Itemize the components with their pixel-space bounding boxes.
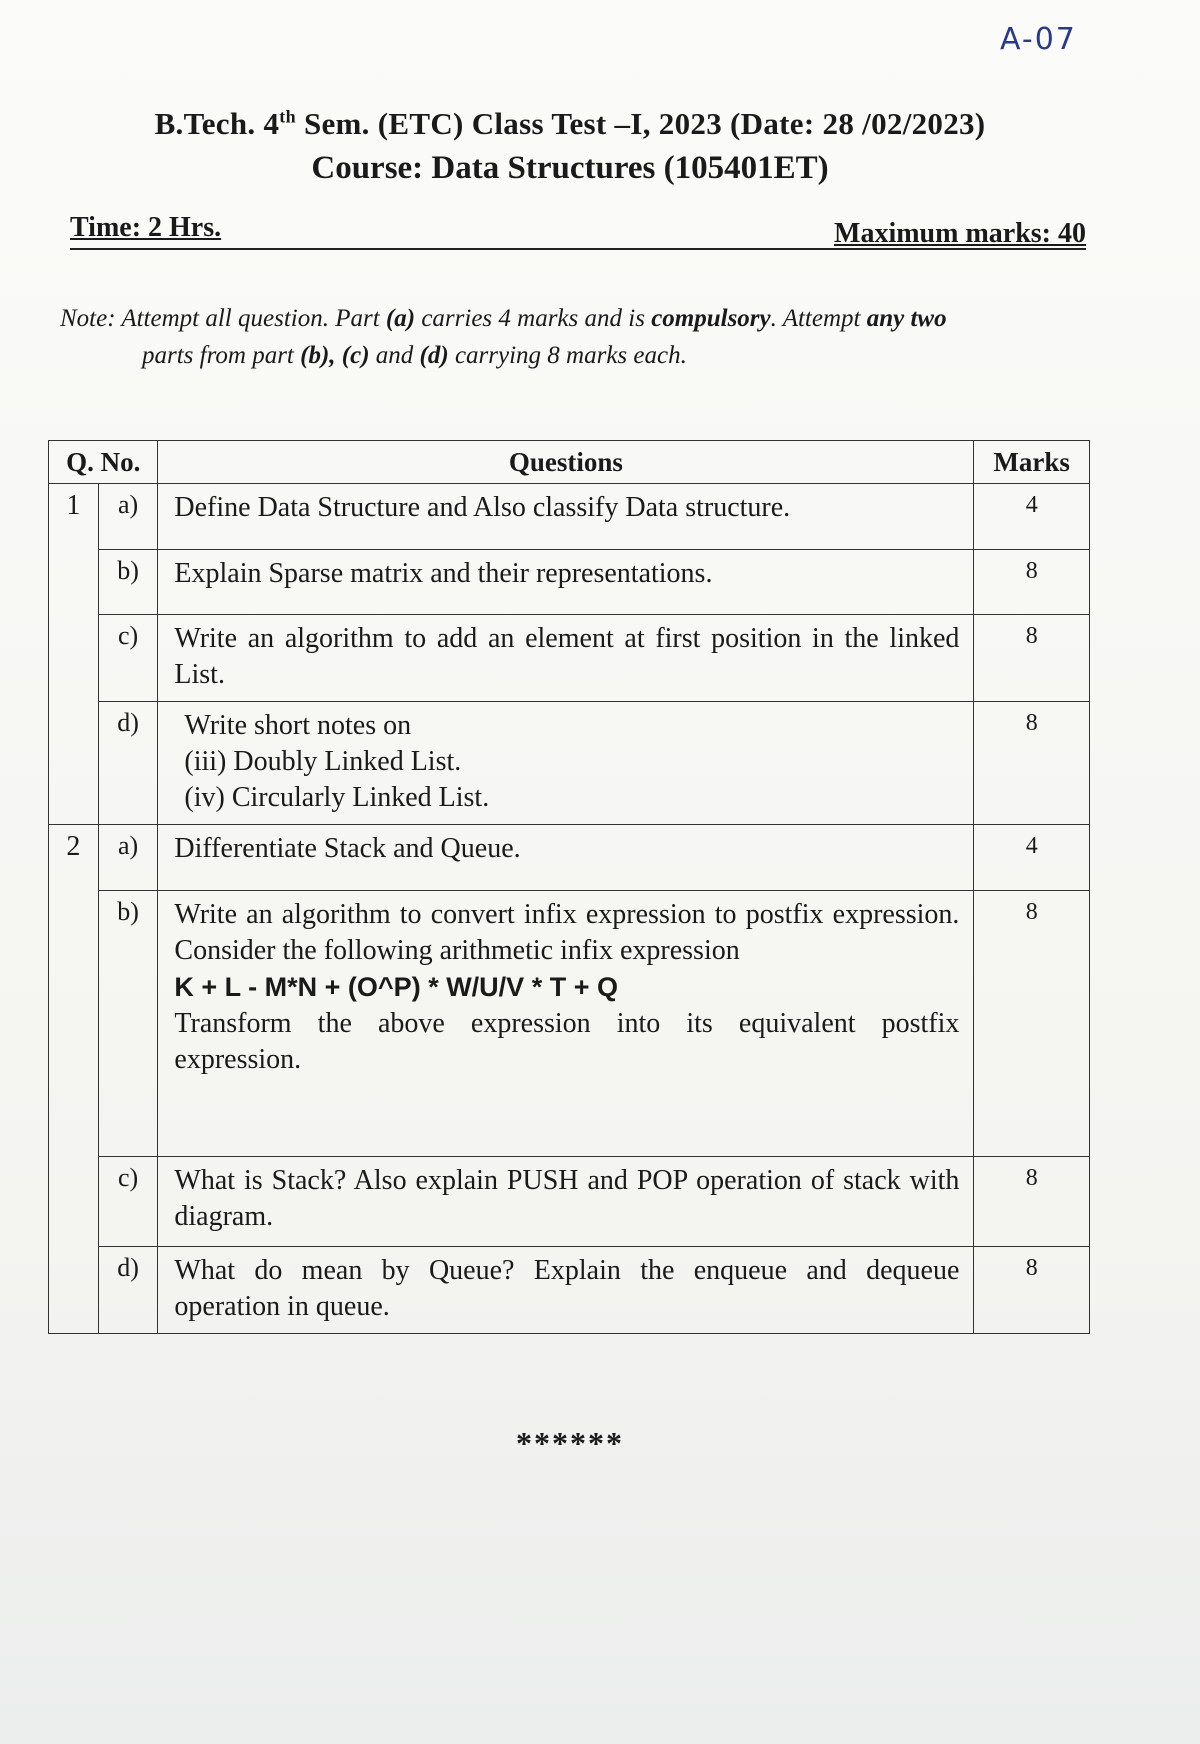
maximum-marks: Maximum marks: 40 — [834, 218, 1086, 249]
instructions-note — [60, 300, 1100, 374]
question-number-blank — [49, 550, 99, 615]
table-row — [49, 825, 1090, 891]
marks-value: 8 — [974, 615, 1090, 702]
part-label: d) — [98, 1247, 158, 1334]
marks-value: 8 — [974, 702, 1090, 825]
table-row — [49, 550, 1090, 615]
note-text-3: . Attempt — [770, 305, 867, 332]
question-number-blank — [49, 1247, 99, 1334]
note-bold-2: compulsory — [651, 305, 771, 332]
infix-expression: K + L - M*N + (O^P) * W/U/V * T + Q — [174, 972, 618, 1002]
note-label: Note: — [60, 305, 116, 332]
header-questions: Questions — [158, 441, 974, 484]
header-marks: Marks — [974, 441, 1090, 484]
questions-table — [48, 440, 1090, 1334]
marks-value: 4 — [974, 484, 1090, 550]
question-number-blank — [49, 702, 99, 825]
question-number-blank — [49, 615, 99, 702]
exam-title-post: Sem. (ETC) Class Test –I, 2023 (Date: 28 /02/2023) — [295, 106, 986, 141]
note-bold-1: (a) — [385, 305, 416, 332]
note-bold-4: (b), (c) — [300, 342, 370, 369]
question-text: What do mean by Queue? Explain the enqueue and dequeue operation in queue. — [158, 1247, 974, 1334]
table-row — [49, 891, 1090, 1157]
table-row — [49, 1247, 1090, 1334]
note-text-2: carries 4 marks and is — [415, 305, 652, 332]
table-header-row — [49, 441, 1090, 484]
question-text: Explain Sparse matrix and their representations. — [158, 550, 974, 615]
question-number-blank — [49, 891, 99, 1157]
table-row — [49, 615, 1090, 702]
note-bold-3: any two — [866, 305, 947, 332]
table-row — [49, 484, 1090, 550]
note-text-6: carrying 8 marks each. — [448, 342, 687, 369]
question-text — [158, 702, 974, 825]
part-label: c) — [98, 1157, 158, 1247]
question-subitem: (iii) Doubly Linked List. — [184, 746, 462, 777]
question-number: 1 — [49, 484, 99, 550]
question-text-line: Write short notes on — [184, 710, 412, 741]
marks-value: 8 — [974, 1157, 1090, 1247]
question-number-blank — [49, 1157, 99, 1247]
exam-title-sup: th — [279, 106, 296, 127]
question-text: Write an algorithm to add an element at first position in the linked List. — [158, 615, 974, 702]
question-text — [158, 891, 974, 1157]
part-label: a) — [98, 484, 158, 550]
table-row — [49, 1157, 1090, 1247]
meta-row — [70, 208, 1086, 250]
course-title: Course: Data Structures (105401ET) — [311, 150, 829, 186]
part-label: a) — [98, 825, 158, 891]
part-label: d) — [98, 702, 158, 825]
question-text: Differentiate Stack and Queue. — [158, 825, 974, 891]
note-text-4: parts from part — [142, 342, 301, 369]
marks-value: 8 — [974, 891, 1090, 1157]
table-row — [49, 702, 1090, 825]
question-text: Define Data Structure and Also classify Data structure. — [158, 484, 974, 550]
part-label: c) — [98, 615, 158, 702]
note-text-5: and — [369, 342, 420, 369]
question-text-line: Transform the above expression into its equivalent postfix expression. — [174, 1008, 960, 1075]
end-marker: ****** — [516, 1425, 624, 1461]
marks-value: 8 — [974, 1247, 1090, 1334]
document-code: A-07 — [1000, 22, 1077, 57]
part-label: b) — [98, 891, 158, 1157]
header-qno: Q. No. — [49, 441, 158, 484]
question-text: What is Stack? Also explain PUSH and POP operation of stack with diagram. — [158, 1157, 974, 1247]
marks-value: 4 — [974, 825, 1090, 891]
part-label: b) — [98, 550, 158, 615]
note-text-1: Attempt all question. Part — [115, 305, 386, 332]
note-line-2 — [60, 337, 1100, 374]
question-subitem: (iv) Circularly Linked List. — [184, 782, 490, 813]
exam-title-pre: B.Tech. 4 — [154, 106, 280, 141]
time-allowed: Time: 2 Hrs. — [70, 212, 222, 243]
exam-title — [0, 106, 1140, 142]
marks-value: 8 — [974, 550, 1090, 615]
question-number: 2 — [49, 825, 99, 891]
note-bold-5: (d) — [419, 342, 449, 369]
question-text-line: Write an algorithm to convert infix expression to postfix expression. Consider the following arithmetic infix expression — [174, 899, 960, 966]
